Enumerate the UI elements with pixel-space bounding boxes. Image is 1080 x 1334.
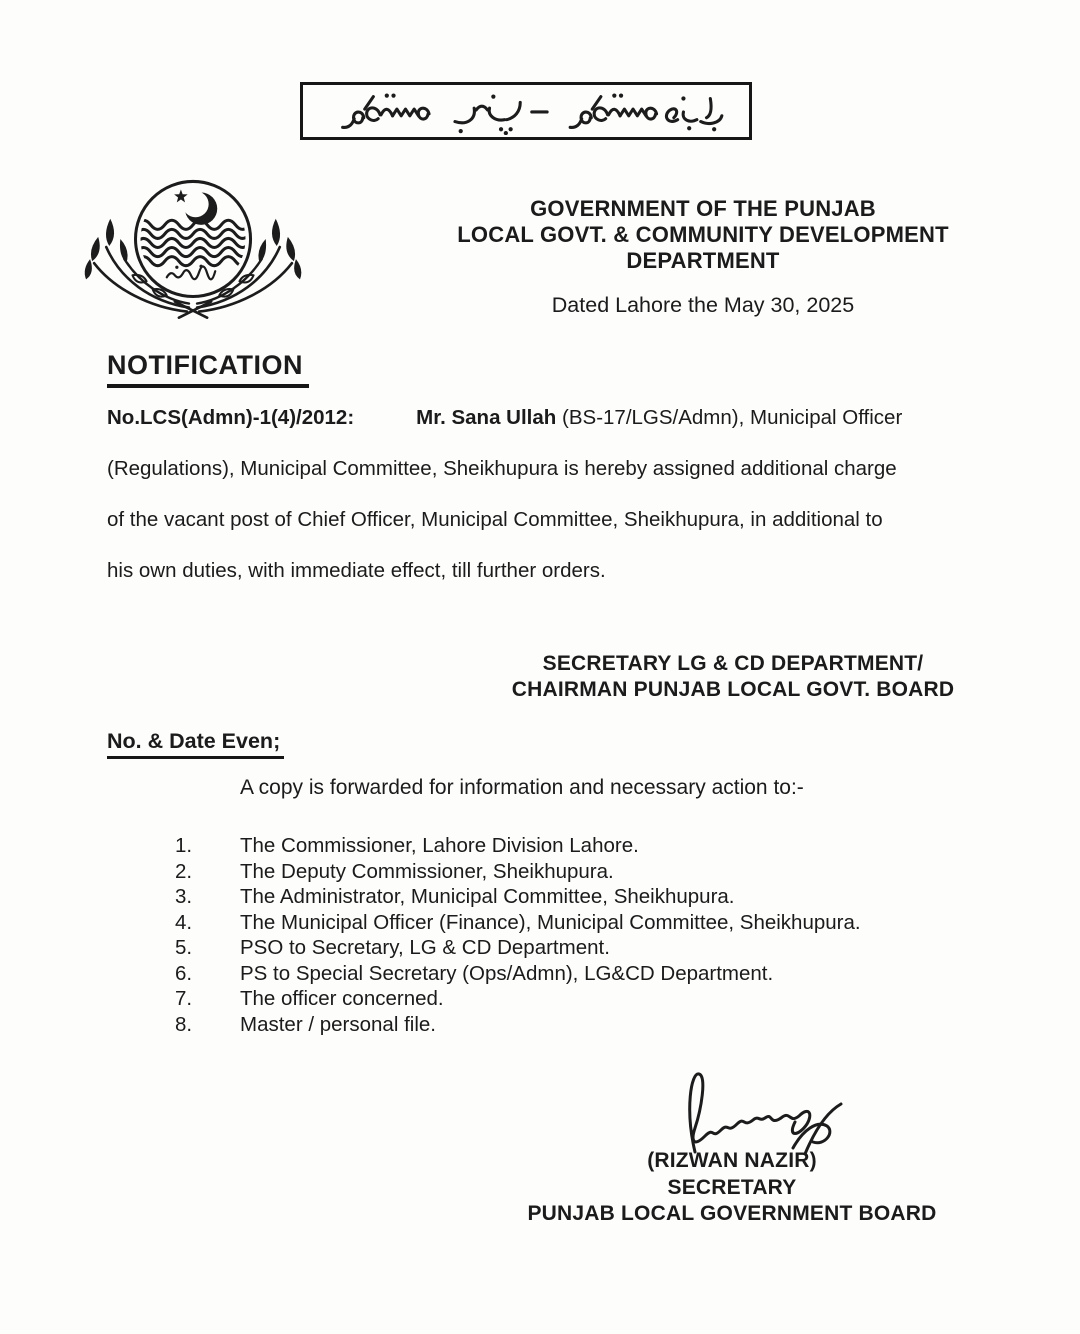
item-text: PSO to Secretary, LG & CD Department. [240, 936, 610, 959]
item-text: The officer concerned. [240, 987, 444, 1010]
header-line-2: LOCAL GOVT. & COMMUNITY DEVELOPMENT [457, 222, 949, 247]
notification-heading: NOTIFICATION [107, 350, 309, 388]
item-number: 4. [175, 910, 193, 934]
header-line-3: DEPARTMENT [626, 248, 780, 273]
body-line-3: of the vacant post of Chief Officer, Municipal Committee, Sheikhupura, in additional to [107, 508, 883, 531]
list-item [0, 884, 1080, 910]
signer-title: SECRETARY [667, 1175, 797, 1199]
item-number: 5. [175, 936, 193, 959]
punjab-government-emblem-icon [80, 158, 302, 335]
list-item [0, 961, 1080, 987]
reference-number: No.LCS(Admn)-1(4)/2012: [107, 406, 355, 429]
signatory-block [498, 651, 968, 703]
item-number: 7. [175, 987, 193, 1010]
item-number: 8. [175, 1012, 193, 1036]
item-number: 2. [175, 859, 193, 883]
signer-block [517, 1148, 947, 1228]
list-item [0, 833, 1080, 859]
signer-name: (RIZWAN NAZIR) [647, 1149, 817, 1172]
list-item [0, 1012, 1080, 1038]
item-text: PS to Special Secretary (Ops/Admn), LG&CD Department. [240, 961, 774, 985]
department-header [433, 196, 973, 274]
item-text: The Deputy Commissioner, Sheikhupura. [240, 859, 614, 883]
signatory-line-1: SECRETARY LG & CD DEPARTMENT/ [542, 652, 924, 675]
item-number: 6. [175, 961, 193, 985]
body-line-4: his own duties, with immediate effect, till further orders. [107, 559, 606, 582]
signatory-line-2: CHAIRMAN PUNJAB LOCAL GOVT. BOARD [511, 678, 955, 701]
urdu-slogan-calligraphy-icon [308, 87, 744, 135]
item-number: 3. [175, 885, 193, 908]
signer-org: PUNJAB LOCAL GOVERNMENT BOARD [527, 1202, 937, 1225]
list-item [0, 859, 1080, 885]
officer-name: Mr. Sana Ullah [416, 406, 557, 429]
list-item [0, 910, 1080, 936]
copy-forward-line: A copy is forwarded for information and necessary action to:- [240, 776, 804, 799]
slogan-box [300, 82, 752, 140]
date-line: Dated Lahore the May 30, 2025 [551, 293, 855, 317]
item-text: The Administrator, Municipal Committee, Sheikhupura. [240, 885, 735, 908]
item-text: The Municipal Officer (Finance), Municipal Committee, Sheikhupura. [240, 910, 861, 934]
list-item [0, 935, 1080, 961]
body-line-2: (Regulations), Municipal Committee, Sheikhupura is hereby assigned additional charge [107, 457, 897, 480]
endorsement-heading: No. & Date Even; [107, 729, 284, 759]
item-number: 1. [175, 834, 193, 857]
item-text: Master / personal file. [240, 1012, 436, 1036]
list-item [0, 986, 1080, 1012]
reference-line-rest: (BS-17/LGS/Admn), Municipal Officer [562, 406, 903, 429]
header-line-1: GOVERNMENT OF THE PUNJAB [530, 196, 876, 221]
distribution-list [0, 833, 1080, 1037]
item-text: The Commissioner, Lahore Division Lahore. [240, 834, 639, 857]
reference-line [107, 406, 902, 430]
